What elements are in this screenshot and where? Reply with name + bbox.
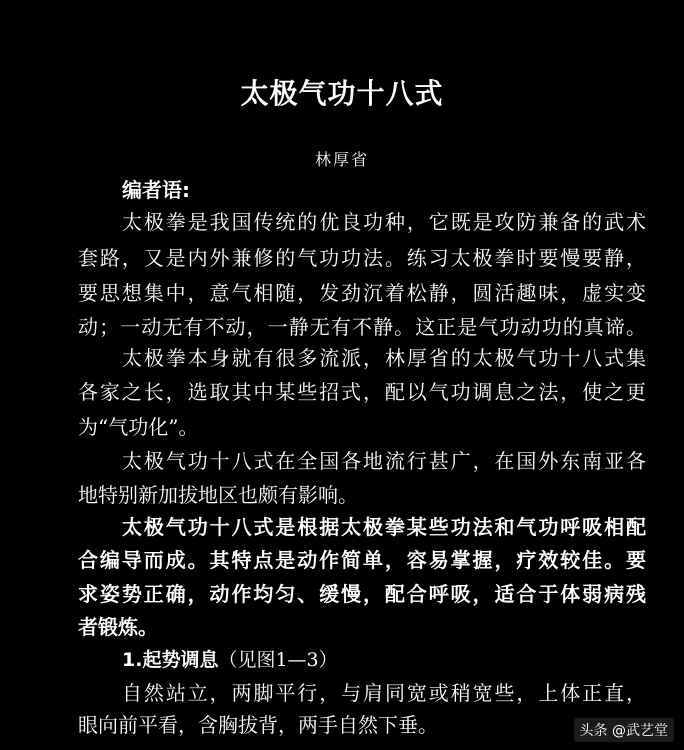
section-note: （见图1—3） <box>218 649 338 671</box>
paragraph-1-line-3: 要思想集中，意气相随，发劲沉着松静，圆活趣味，虚实变 <box>78 281 646 305</box>
paragraph-1-line-2: 套路，又是内外兼修的气功功法。练习太极拳时要慢要静， <box>78 246 646 270</box>
paragraph-2-line-1: 太极拳本身就有很多流派，林厚省的太极气功十八式集 <box>122 346 646 370</box>
paragraph-4-line-3: 求姿势正确，动作均匀、缓慢，配合呼吸，适合于体弱病残 <box>78 582 646 606</box>
editor-label: 编者语: <box>122 178 190 202</box>
paragraph-3-line-2: 地特别新加拔地区也颇有影响。 <box>78 483 358 507</box>
paragraph-1-line-4: 动；一动无有不动，一静无有不静。这正是气功动功的真谛。 <box>78 315 646 339</box>
document-title: 太极气功十八式 <box>240 77 444 110</box>
paragraph-4-line-4: 者锻炼。 <box>78 615 158 639</box>
paragraph-2-line-2: 各家之长，选取其中某些招式，配以气功调息之法，使之更 <box>78 380 646 404</box>
section-name: 起势调息 <box>142 649 219 671</box>
section-number: 1. <box>122 649 143 671</box>
paragraph-4-line-1: 太极气功十八式是根据太极拳某些功法和气功呼吸相配 <box>122 515 646 539</box>
section-line-2: 眼向前平看，含胸拔背，两手自然下垂。 <box>78 713 438 737</box>
paragraph-4-line-2: 合编导而成。其特点是动作简单，容易掌握，疗效较佳。要 <box>78 548 646 572</box>
author-name: 林厚省 <box>314 150 369 169</box>
section-heading <box>122 646 338 674</box>
paragraph-2-line-3: 为“气功化”。 <box>78 415 199 439</box>
section-line-1: 自然站立，两脚平行，与肩同宽或稍宽些，上体正直， <box>122 681 646 705</box>
paragraph-3-line-1: 太极气功十八式在全国各地流行甚广，在国外东南亚各 <box>122 449 646 473</box>
paragraph-1-line-1: 太极拳是我国传统的优良功种，它既是攻防兼备的武术 <box>122 210 646 234</box>
watermark: 头条 @武艺堂 <box>574 718 674 742</box>
